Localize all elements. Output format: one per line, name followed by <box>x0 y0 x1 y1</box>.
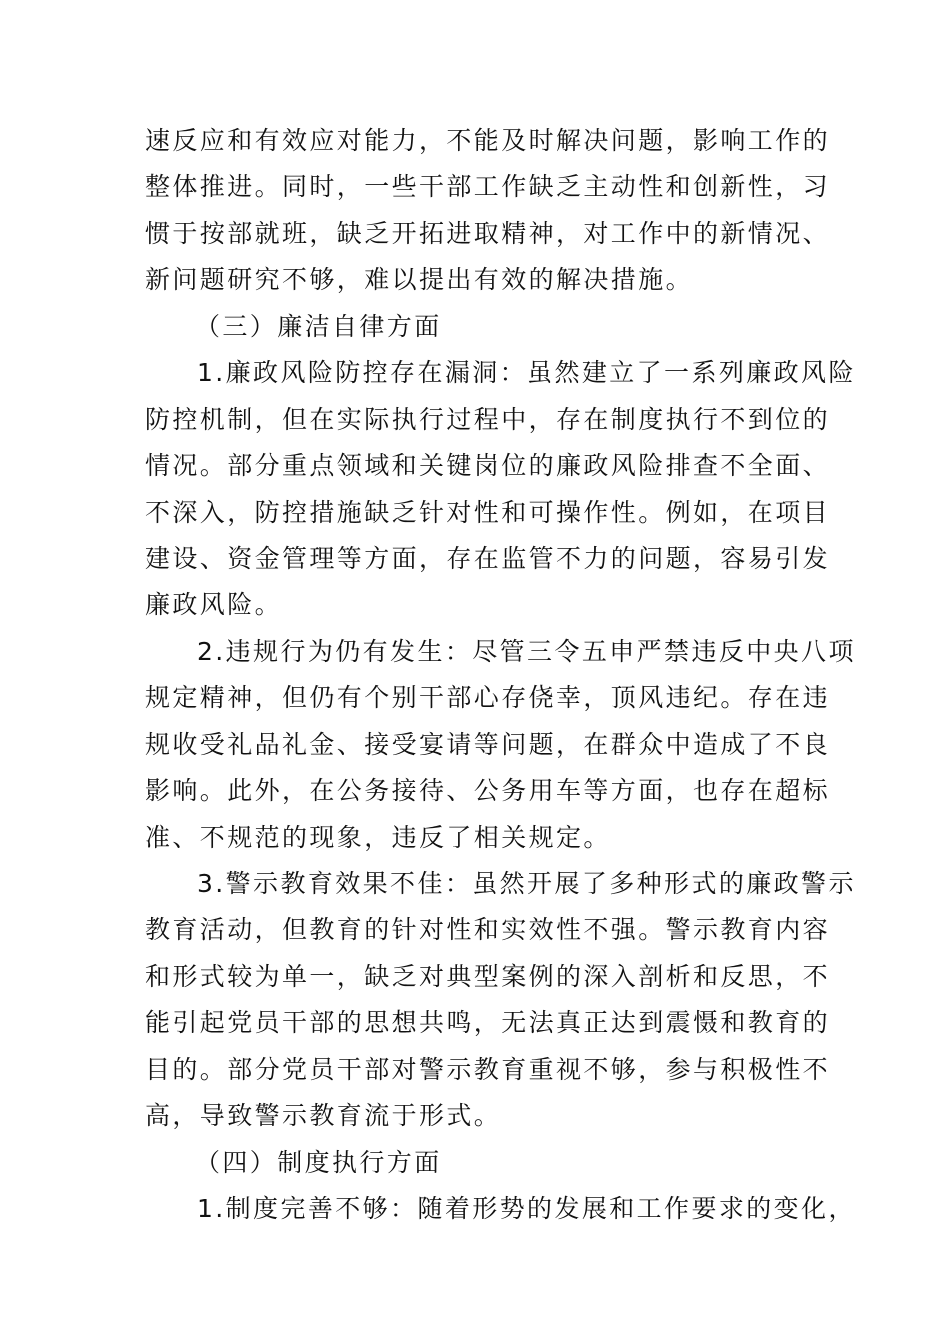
paragraph-line: 情况。部分重点领域和关键岗位的廉政风险排查不全面、 <box>145 451 831 481</box>
paragraph-line: 和形式较为单一，缺乏对典型案例的深入剖析和反思，不 <box>145 961 831 991</box>
paragraph-line: 2.违规行为仍有发生：尽管三令五申严禁违反中央八项 <box>197 636 856 666</box>
paragraph-line: 规收受礼品礼金、接受宴请等问题，在群众中造成了不良 <box>145 729 831 759</box>
paragraph-line: 新问题研究不够，难以提出有效的解决措施。 <box>145 265 694 295</box>
paragraph-line: 准、不规范的现象，违反了相关规定。 <box>145 822 611 852</box>
paragraph-line: 不深入，防控措施缺乏针对性和可操作性。例如，在项目 <box>145 497 831 527</box>
paragraph-line: 建设、资金管理等方面，存在监管不力的问题，容易引发 <box>145 543 831 573</box>
paragraph-line: 廉政风险。 <box>145 590 283 620</box>
paragraph-line: 1.制度完善不够：随着形势的发展和工作要求的变化， <box>197 1194 856 1224</box>
paragraph-line: 能引起党员干部的思想共鸣，无法真正达到震慑和教育的 <box>145 1008 831 1038</box>
paragraph-line: 目的。部分党员干部对警示教育重视不够，参与积极性不 <box>145 1054 831 1084</box>
paragraph-line: 规定精神，但仍有个别干部心存侥幸，顶风违纪。存在违 <box>145 683 831 713</box>
paragraph-line: 3.警示教育效果不佳：虽然开展了多种形式的廉政警示 <box>197 869 856 898</box>
section-heading: （三）廉洁自律方面 <box>195 311 442 341</box>
paragraph-line: 教育活动，但教育的针对性和实效性不强。警示教育内容 <box>145 915 831 945</box>
paragraph-line: 1.廉政风险防控存在漏洞：虽然建立了一系列廉政风险 <box>197 358 856 388</box>
paragraph-line: 速反应和有效应对能力，不能及时解决问题，影响工作的 <box>145 126 831 155</box>
paragraph-line: 惯于按部就班，缺乏开拓进取精神，对工作中的新情况、 <box>145 218 831 248</box>
paragraph-line: 影响。此外，在公务接待、公务用车等方面，也存在超标 <box>145 776 831 806</box>
section-heading: （四）制度执行方面 <box>195 1147 442 1177</box>
paragraph-line: 高，导致警示教育流于形式。 <box>145 1101 502 1131</box>
paragraph-line: 防控机制，但在实际执行过程中，存在制度执行不到位的 <box>145 404 831 434</box>
document-page <box>145 118 856 1233</box>
paragraph-line: 整体推进。同时，一些干部工作缺乏主动性和创新性，习 <box>145 172 831 202</box>
